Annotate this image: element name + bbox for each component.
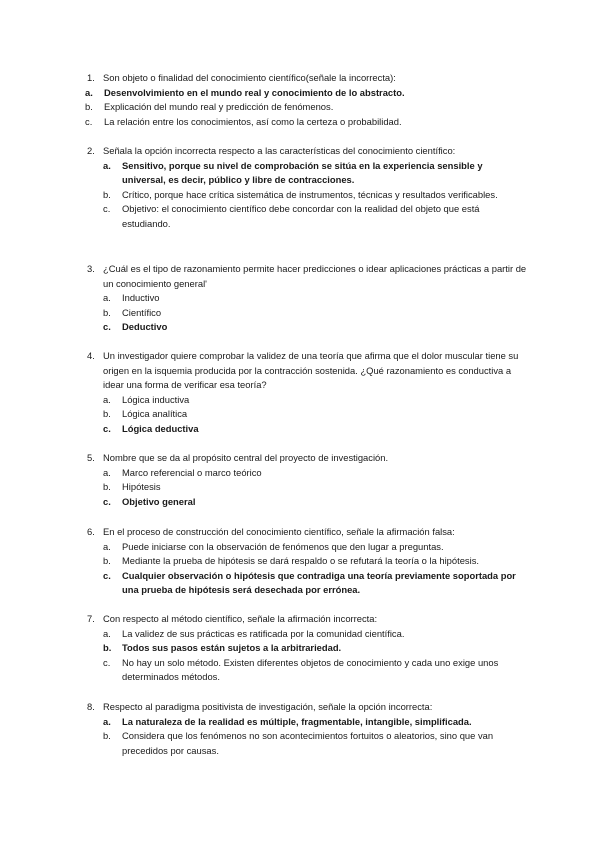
option-a: a. La validez de sus prácticas es ratificada por la comunidad científica. bbox=[103, 627, 405, 639]
question-3 bbox=[87, 262, 527, 335]
option-b: b. Hipótesis bbox=[103, 481, 161, 493]
question-text: Respecto al paradigma positivista de investigación, señale la opción incorrecta: bbox=[103, 701, 433, 712]
question-4 bbox=[87, 349, 527, 437]
question-6 bbox=[87, 525, 527, 598]
option-c: c. Objetivo general bbox=[103, 495, 196, 507]
question-1 bbox=[87, 71, 527, 129]
question-7 bbox=[87, 612, 527, 685]
question-8 bbox=[87, 700, 527, 758]
option-a: a. La naturaleza de la realidad es múltiple, fragmentable, intangible, simplificada. bbox=[103, 715, 472, 727]
question-number: 8. bbox=[87, 701, 95, 712]
option-a: a. Sensitivo, porque su nivel de comprobación se sitúa en la experiencia sensible y universal, es decir, público y libre de contracciones. bbox=[103, 159, 483, 186]
option-b: b. Científico bbox=[103, 306, 162, 318]
option-b: b. Explicación del mundo real y predicción de fenómenos. bbox=[85, 101, 334, 113]
question-number: 6. bbox=[87, 526, 95, 537]
question-number: 5. bbox=[87, 452, 95, 463]
question-5 bbox=[87, 451, 527, 509]
option-b: b. Todos sus pasos están sujetos a la arbitrariedad. bbox=[103, 642, 342, 654]
question-number: 1. bbox=[87, 72, 95, 83]
option-a: a. Marco referencial o marco teórico bbox=[103, 466, 262, 478]
question-text: Nombre que se da al propósito central del proyecto de investigación. bbox=[103, 452, 389, 463]
question-text: Un investigador quiere comprobar la validez de una teoría que afirma que el dolor muscular tiene su origen en la isquemia producida por la contracción sostenida. ¿Qué razonamiento es conductiva a idear una forma de verificar esa teoría? bbox=[103, 350, 519, 391]
option-b: b. Lógica analítica bbox=[103, 408, 188, 420]
option-c: c. No hay un solo método. Existen diferentes objetos de conocimiento y cada uno exige unos determinados métodos. bbox=[103, 656, 499, 683]
option-a: a. Lógica inductiva bbox=[103, 393, 190, 405]
option-b: b. Crítico, porque hace crítica sistemática de instrumentos, técnicas y resultados verificables. bbox=[103, 188, 498, 200]
question-number: 4. bbox=[87, 350, 95, 361]
option-c: c. Cualquier observación o hipótesis que contradiga una teoría previamente soportada por una prueba de hipótesis será desechada por errónea. bbox=[103, 569, 516, 596]
question-text: En el proceso de construcción del conocimiento científico, señale la afirmación falsa: bbox=[103, 526, 455, 537]
question-number: 3. bbox=[87, 263, 95, 274]
question-text: Señala la opción incorrecta respecto a las características del conocimiento científico: bbox=[103, 145, 456, 156]
option-c: c. Deductivo bbox=[103, 321, 168, 333]
option-c: c. Lógica deductiva bbox=[103, 422, 199, 434]
option-c: c. Objetivo: el conocimiento científico debe concordar con la realidad del objeto que está estudiando. bbox=[103, 203, 480, 229]
question-text: ¿Cuál es el tipo de razonamiento permite hacer predicciones o idear aplicaciones prácticas a partir de un conocimiento general' bbox=[103, 263, 527, 289]
question-number: 2. bbox=[87, 145, 95, 156]
question-2 bbox=[87, 144, 527, 232]
question-number: 7. bbox=[87, 613, 95, 624]
question-text: Con respecto al método científico, señale la afirmación incorrecta: bbox=[103, 613, 378, 624]
option-c: c. La relación entre los conocimientos, así como la certeza o probabilidad. bbox=[85, 115, 402, 127]
option-a: a. Inductivo bbox=[103, 292, 160, 304]
question-text: Son objeto o finalidad del conocimiento científico(señale la incorrecta): bbox=[103, 72, 396, 83]
option-b: b. Considera que los fenómenos no son acontecimientos fortuitos o aleatorios, sino que van precedidos por causas. bbox=[103, 730, 494, 756]
option-a: a. Desenvolvimiento en el mundo real y conocimiento de lo abstracto. bbox=[85, 86, 405, 98]
option-b: b. Mediante la prueba de hipótesis se dará respaldo o se refutará la teoría o la hipótesis. bbox=[103, 555, 479, 567]
option-a: a. Puede iniciarse con la observación de fenómenos que den lugar a preguntas. bbox=[103, 540, 444, 552]
